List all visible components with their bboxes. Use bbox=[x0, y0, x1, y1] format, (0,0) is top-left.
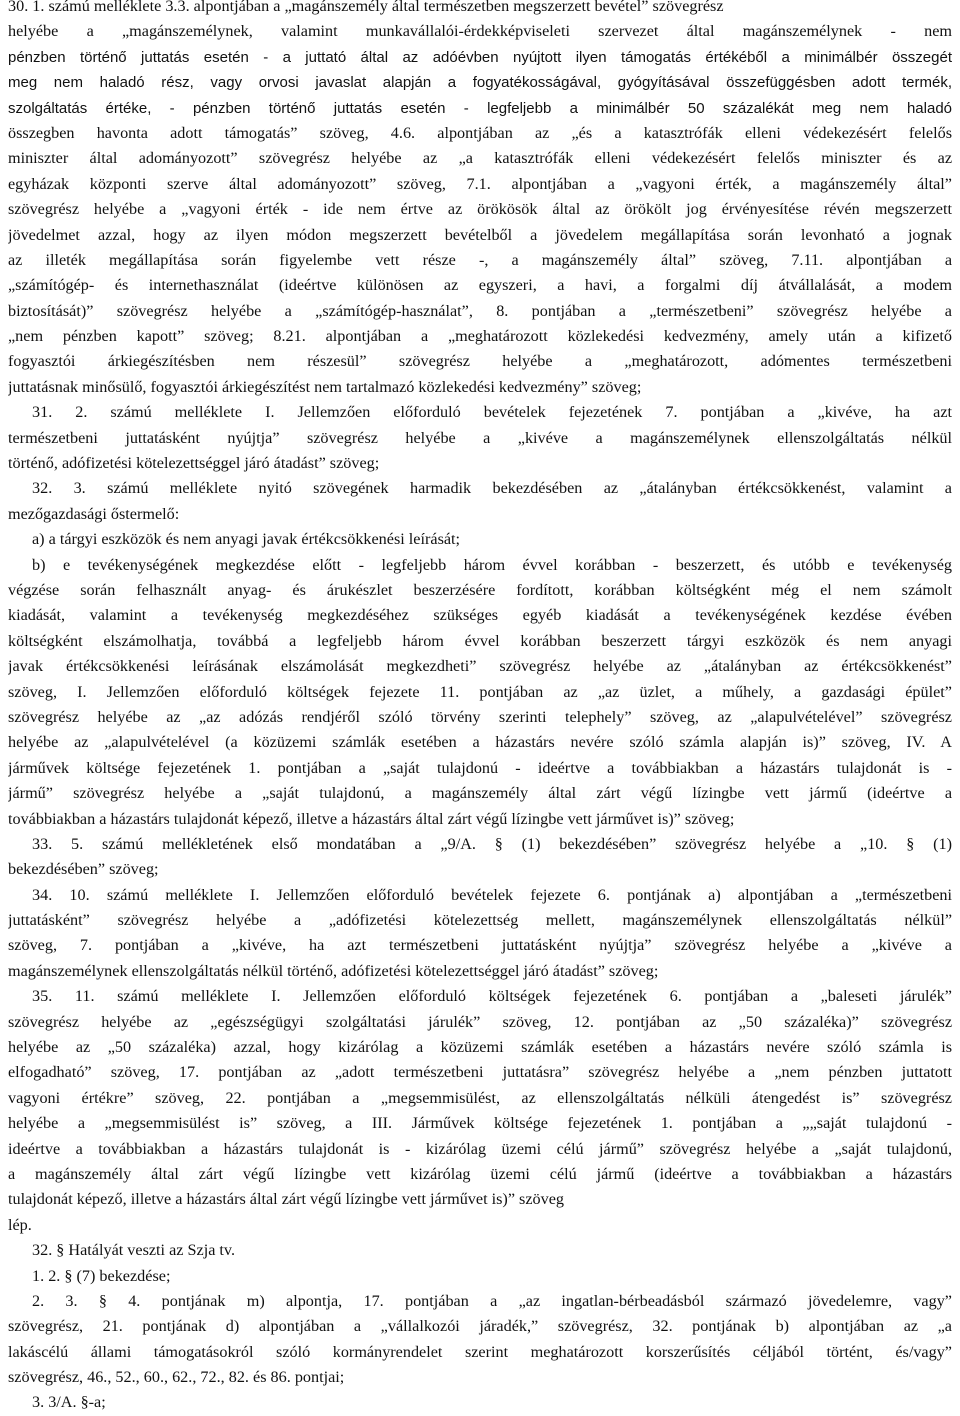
text-line: 30. 1. számú melléklete 3.3. alpontjában a „magánszemély által természetben megszerzett bevétel” szövegrész bbox=[8, 0, 724, 15]
text-line: szövegrész helyébe az „az adózás rendjéről szóló törvény szerinti telephely” szöveg, az „alapulvételével” szövegrész bbox=[8, 707, 952, 726]
text-line: történő, adófizetési kötelezettséggel járó átadást” szöveg; bbox=[8, 454, 380, 473]
text-line: jármű” szövegrész helyébe a „saját tulajdonú, a magánszemély által zárt végű lízingbe vett jármű (ideértve a bbox=[8, 784, 952, 803]
text-line: helyébe a „megsemmisülést is” szöveg, a III. Járművek költsége fejezetének 1. pontjában a „„saját tulajdonú - bbox=[8, 1114, 952, 1133]
text-line: juttatásként” szövegrész helyébe a „adófizetési kötelezettség mellett, magánszemélynek ellenszolgáltatás nélkül” bbox=[8, 911, 952, 930]
text-line: járművek költsége fejezetének 1. pontjában a „saját tulajdonú - ideértve a továbbiakban a házastárs tulajdonát is - bbox=[8, 758, 952, 777]
text-line: „nem pénzben kapott” szöveg; 8.21. alpontjában a „meghatározott közlekedési kedvezmény, amely után a kifizető bbox=[8, 327, 952, 346]
text-line: a magánszemély által zárt végű lízingbe vett kizárólag üzemi célú jármű (ideértve a továbbiakban a házastárs bbox=[8, 1164, 952, 1183]
text-line: szöveg, 7. pontjában a „kivéve, ha azt természetbeni juttatásként nyújtja” szövegrész helyébe a „kivéve a bbox=[8, 936, 952, 955]
text-line: biztosítását)” szövegrész helyébe a „számítógép-használat”, 8. pontjában a „természetbeni” szövegrész helyébe a bbox=[8, 301, 952, 320]
text-line: meg nem haladó rész, vagy orvosi javaslat alapján a fogyatékosságával, gyógyításával összefüggésben adott termék, bbox=[8, 74, 952, 92]
text-line: bekezdésében” szöveg; bbox=[8, 860, 159, 879]
text-line: 3. 3/A. §-a; bbox=[32, 1393, 106, 1412]
text-line: fogyasztói árkiegészítésben nem részesül” szövegrész helyébe a „meghatározott, adómentes természetbeni bbox=[8, 352, 952, 371]
text-line: szövegrész helyébe az „egészségügyi szolgáltatási járulék” szöveg, 12. pontjában az „50 százaléka)” szövegrész bbox=[8, 1012, 952, 1031]
text-line: végzése során felhasznált anyag- és árukészlet beszerzésére fordított, korábban költségként még el nem számolt bbox=[8, 580, 952, 599]
text-line: 1. 2. § (7) bekezdése; bbox=[32, 1266, 171, 1285]
text-line: költségként elszámolhatja, továbbá a legfeljebb három évvel korábban beszerzett tárgyi eszközök és nem anyagi bbox=[8, 631, 952, 650]
text-line: b) e tevékenységének megkezdése előtt - legfeljebb három évvel korábban - beszerzett, és utóbb e tevékenység bbox=[32, 555, 952, 574]
text-line: jövedelmet azzal, hogy az ilyen módon megszerzett bevételből a jövedelem megállapítása során levonható a jognak bbox=[8, 225, 952, 244]
text-line: természetbeni juttatásként nyújtja” szövegrész helyébe a „kivéve a magánszemélynek ellenszolgáltatás nélkül bbox=[8, 428, 952, 447]
text-line: összegben havonta adott támogatás” szöveg, 4.6. alpontjában az „és a katasztrófák elleni védekezésért felelős bbox=[8, 123, 952, 142]
text-line: szöveg, I. Jellemzően előforduló költségek fejezete 11. pontjában az „az üzlet, a műhely, a gazdasági épület” bbox=[8, 682, 952, 701]
text-line: ideértve a továbbiakban a házastárs tulajdonát is - kizárólag üzemi célú jármű” szövegrész helyébe a „saját tulajdonú, bbox=[8, 1139, 952, 1158]
text-line: tulajdonát képező, illetve a házastárs által zárt végű lízingbe vett járművet is)” szöveg bbox=[8, 1190, 564, 1209]
text-line: 33. 5. számú mellékletének első mondatában a „9/A. § (1) bekezdésében” szövegrész helyébe a „10. § (1) bbox=[32, 834, 952, 853]
text-line: továbbiakban a házastárs tulajdonát képező, illetve a házastárs által zárt végű lízingbe vett járművet is)” szöveg; bbox=[8, 809, 735, 828]
text-line: szövegrész helyébe a „vagyoni érték - ide nem értve az örökösök által az örökölt jog érvényesítése révén megszerzett bbox=[8, 200, 952, 219]
text-line: szövegrész, 46., 52., 60., 62., 72., 82. és 86. pontjai; bbox=[8, 1368, 345, 1387]
text-line: javak értékcsökkenési leírásának elszámolását megkezdheti” szövegrész helyébe az „átalányban az értékcsökkenést” bbox=[8, 657, 952, 676]
text-line: pénzben történő juttatás esetén - a juttató által az adóévben nyújtott ilyen támogatás értékéből a minimálbér összegét bbox=[8, 48, 952, 66]
text-line: 32. § Hatályát veszti az Szja tv. bbox=[32, 1241, 236, 1260]
text-line: 2. 3. § 4. pontjának m) alpontja, 17. pontjában a „az ingatlan-bérbeadásból származó jövedelemre, vagy” bbox=[32, 1291, 952, 1310]
text-line: helyébe a „magánszemélynek, valamint munkavállalói-érdekképviseleti szervezet által magánszemélynek - nem bbox=[8, 22, 952, 41]
text-line: lakáscélú állami támogatásokról szóló kormányrendelet szerint meghatározott korszerűsítés céljából történt, és/vagy” bbox=[8, 1342, 952, 1361]
text-line: 35. 11. számú melléklete I. Jellemzően előforduló költségek fejezetének 6. pontjában a „baleseti járulék” bbox=[32, 987, 952, 1006]
text-line: szolgáltatás értéke, - pénzben történő juttatás esetén - legfeljebb a minimálbér 50 százalékát meg nem haladó bbox=[8, 99, 952, 117]
text-line: az illeték megállapítása során figyelembe vett része -, a magánszemély által” szöveg, 7.11. alpontjában a bbox=[8, 250, 952, 269]
text-line: 31. 2. számú melléklete I. Jellemzően előforduló bevételek fejezetének 7. pontjában a „kivéve, ha azt bbox=[32, 403, 952, 422]
text-line: mezőgazdasági őstermelő: bbox=[8, 504, 180, 523]
text-line: „számítógép- és internethasználat (ideértve különösen az egyszeri, a havi, a forgalmi díj átvállalását, a modem bbox=[8, 276, 952, 295]
text-line: kiadását, valamint a tevékenység megkezdéséhez szükséges egyéb kiadását a tevékenységének kezdése évében bbox=[8, 606, 952, 625]
text-line: magánszemélynek ellenszolgáltatás nélkül történő, adófizetési kötelezettséggel járó átadást” szöveg; bbox=[8, 961, 659, 980]
text-line: 34. 10. számú melléklete I. Jellemzően előforduló bevételek fejezete 6. pontjának a) alpontjában a „természetbeni bbox=[32, 885, 952, 904]
text-line: vagyoni értékre” szöveg, 22. pontjában a „megsemmisülést, az ellenszolgáltatás nélküli átengedést is” szövegrész bbox=[8, 1088, 952, 1107]
text-line: szövegrész, 21. pontjának d) alpontjában a „vállalkozói járadék,” szövegrész, 32. pontjának b) alpontjában az „a bbox=[8, 1317, 952, 1336]
text-line: miniszter által adományozott” szövegrész helyébe az „a katasztrófák elleni védekezésért felelős miniszter és az bbox=[8, 149, 952, 168]
text-line: 32. 3. számú melléklete nyitó szövegének harmadik bekezdésében az „átalányban értékcsökkenést, valamint a bbox=[32, 479, 952, 498]
text-line: elfogadható” szöveg, 17. pontjában az „adott természetbeni juttatásra” szövegrész helyébe a „nem pénzben juttatott bbox=[8, 1063, 952, 1082]
text-line: egyházak központi szerve által adományozott” szöveg, 7.1. alpontjában a „vagyoni érték, a magánszemély által” bbox=[8, 174, 952, 193]
text-line: helyébe az „alapulvételével (a közüzemi számlák esetében a házastárs nevére szóló számla alapján is)” szöveg, IV. A bbox=[8, 733, 952, 752]
text-line: helyébe az „50 százaléka) azzal, hogy kizárólag a közüzemi számlák esetében a házastárs nevére szóló számla is bbox=[8, 1038, 952, 1057]
text-line: a) a tárgyi eszközök és nem anyagi javak értékcsökkenési leírását; bbox=[32, 530, 461, 549]
text-line: lép. bbox=[8, 1215, 32, 1234]
text-line: juttatásnak minősülő, fogyasztói árkiegészítést nem tartalmazó közlekedési kedvezmény” szöveg; bbox=[8, 377, 642, 396]
